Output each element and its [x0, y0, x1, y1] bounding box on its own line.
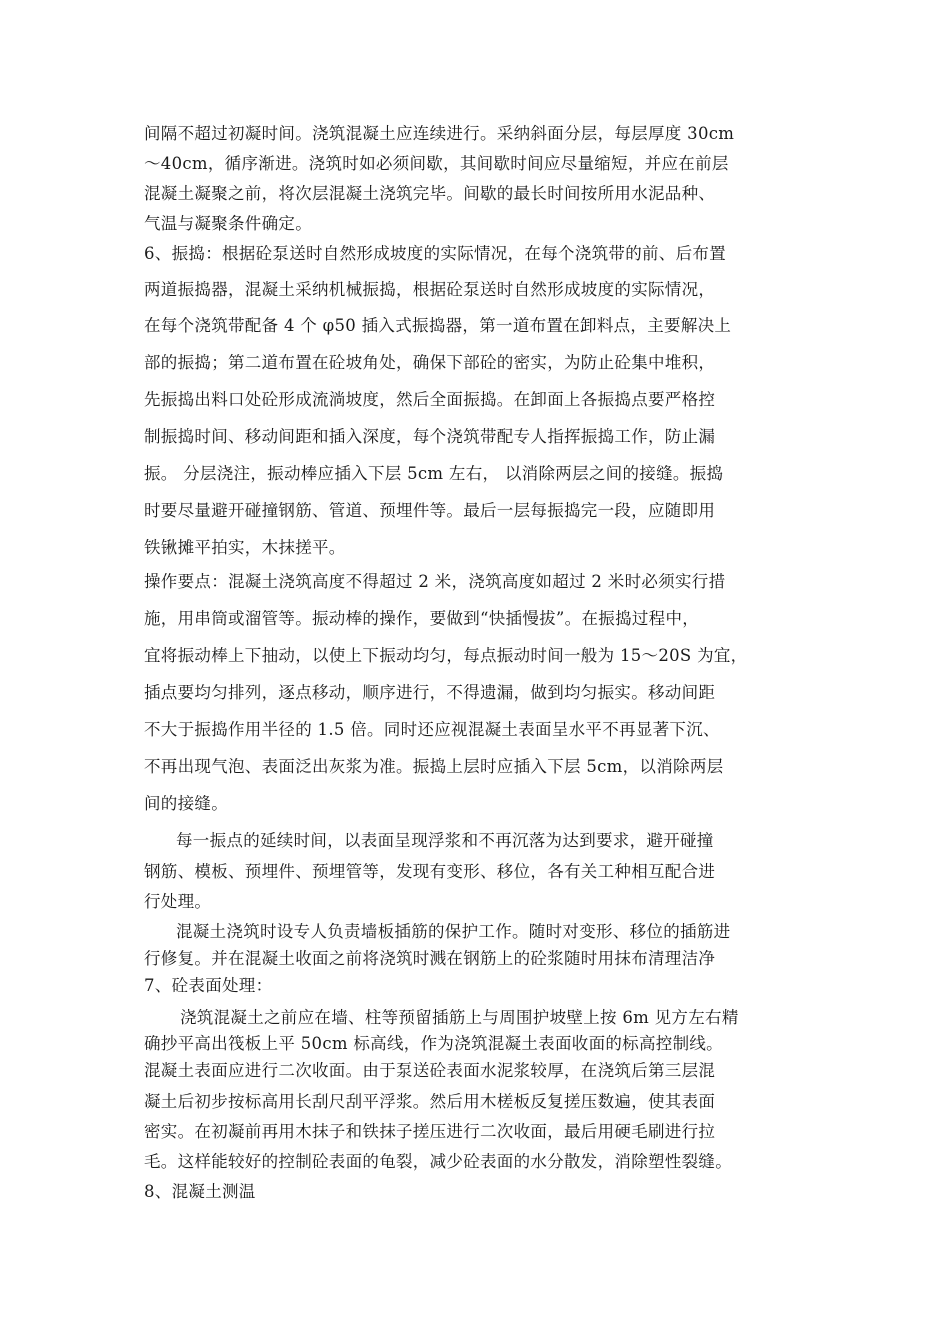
- section-heading-6: 6、振捣：根据砼泵送时自然形成坡度的实际情况，在每个浇筑带的前、后布置: [144, 244, 726, 263]
- text-line: 不再出现气泡、表面泛出灰浆为准。振捣上层时应插入下层 5cm，以消除两层: [144, 757, 724, 776]
- text-line: 毛。这样能较好的控制砼表面的龟裂，减少砼表面的水分散发，消除塑性裂缝。: [144, 1152, 732, 1171]
- text-line: 气温与凝聚条件确定。: [144, 214, 312, 233]
- text-line: 确抄平高出筏板上平 50cm 标高线，作为浇筑混凝土表面收面的标高控制线。: [144, 1034, 723, 1053]
- section-heading-8: 8、混凝土测温: [144, 1182, 256, 1201]
- text-line: 凝土后初步按标高用长刮尺刮平浮浆。然后用木槎板反复搓压数遍，使其表面: [144, 1092, 716, 1111]
- text-line: 制振捣时间、移动间距和插入深度，每个浇筑带配专人指挥振捣工作，防止漏: [144, 427, 716, 446]
- text-line: 在每个浇筑带配备 4 个 φ50 插入式振捣器，第一道布置在卸料点，主要解决上: [144, 316, 732, 335]
- text-line: 间隔不超过初凝时间。浇筑混凝土应连续进行。采纳斜面分层，每层厚度 30cm: [144, 124, 735, 143]
- text-line: 宜将振动棒上下抽动，以使上下振动均匀，每点振动时间一般为 15～20S 为宜，: [144, 646, 748, 665]
- text-line: 行处理。: [144, 892, 212, 911]
- text-line: 施，用串筒或溜管等。振动棒的操作，要做到“快插慢拔”。在振捣过程中，: [144, 609, 700, 628]
- text-line: 浇筑混凝土之前应在墙、柱等预留插筋上与周围护坡壁上按 6m 见方左右精: [180, 1008, 739, 1027]
- text-line: 操作要点：混凝土浇筑高度不得超过 2 米，浇筑高度如超过 2 米时必须实行措: [144, 572, 726, 591]
- text-line: 密实。在初凝前再用木抹子和铁抹子搓压进行二次收面，最后用硬毛刷进行拉: [144, 1122, 716, 1141]
- text-line: 每一振点的延续时间，以表面呈现浮浆和不再沉落为达到要求，避开碰撞: [176, 831, 714, 850]
- text-line: 混凝土浇筑时设专人负责墙板插筋的保护工作。随时对变形、移位的插筋进: [176, 922, 731, 941]
- text-line: 不大于振捣作用半径的 1.5 倍。同时还应视混凝土表面呈水平不再显著下沉、: [144, 720, 720, 739]
- text-line: 铁锹摊平拍实，木抹搓平。: [144, 538, 346, 557]
- text-line: 部的振捣；第二道布置在砼坡角处，确保下部砼的密实，为防止砼集中堆积，: [144, 353, 716, 372]
- text-line: 插点要均匀排列，逐点移动，顺序进行，不得遗漏，做到均匀振实。移动间距: [144, 683, 716, 702]
- text-line: 振。 分层浇注，振动棒应插入下层 5cm 左右， 以消除两层之间的接缝。振捣: [144, 464, 724, 483]
- text-line: 钢筋、模板、预埋件、预埋管等，发现有变形、移位，各有关工种相互配合进: [144, 862, 716, 881]
- text-line: 时要尽量避开碰撞钢筋、管道、预埋件等。最后一层每振捣完一段，应随即用: [144, 501, 716, 520]
- text-line: 间的接缝。: [144, 794, 228, 813]
- text-line: 行修复。并在混凝土收面之前将浇筑时溅在钢筋上的砼浆随时用抹布清理洁净: [144, 949, 716, 968]
- text-line: ～40cm，循序渐进。浇筑时如必须间歇，其间歇时间应尽量缩短，并应在前层: [144, 154, 729, 173]
- text-line: 混凝土表面应进行二次收面。由于泵送砼表面水泥浆较厚，在浇筑后第三层混: [144, 1061, 716, 1080]
- text-line: 混凝土凝聚之前，将次层混凝土浇筑完毕。间歇的最长时间按所用水泥品种、: [144, 184, 716, 203]
- text-line: 先振捣出料口处砼形成流淌坡度，然后全面振捣。在卸面上各振捣点要严格控: [144, 390, 716, 409]
- section-heading-7: 7、砼表面处理：: [144, 976, 273, 995]
- text-line: 两道振捣器，混凝土采纳机械振捣，根据砼泵送时自然形成坡度的实际情况，: [144, 280, 716, 299]
